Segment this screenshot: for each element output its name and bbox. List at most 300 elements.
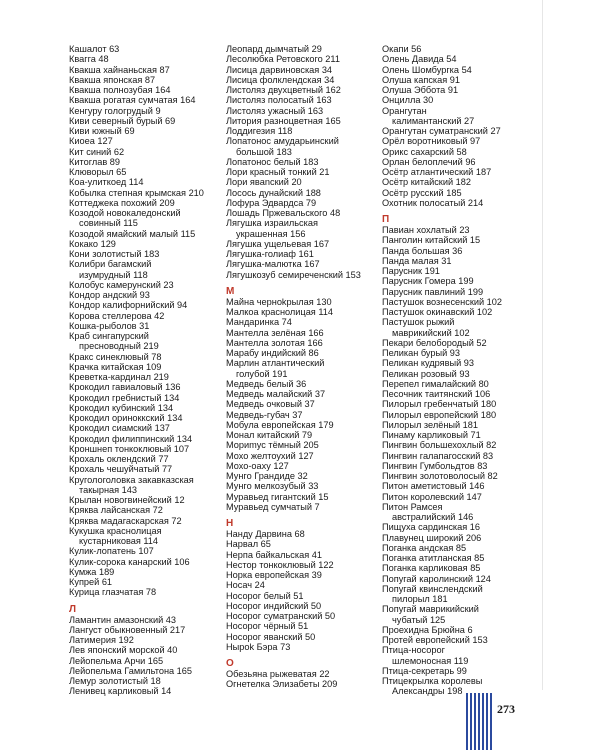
- index-entry: [226, 188, 378, 198]
- index-entry: [226, 317, 378, 327]
- index-entry: [382, 666, 542, 676]
- index-entry-text: Кони золотистый 183: [69, 249, 160, 259]
- index-entry-text: Крокодил гавиаловый 136: [69, 382, 181, 393]
- index-entry-text: Кракс синеклювый 78: [69, 351, 162, 362]
- index-entry-text: Лягушка-голиаф 161: [226, 249, 314, 259]
- index-entry: [69, 44, 219, 54]
- index-entry-continuation: такырная 143: [79, 484, 137, 495]
- index-entry: [226, 328, 378, 338]
- index-entry-text: Лягушка израильская: [226, 218, 318, 229]
- index-entry: [226, 116, 378, 126]
- index-entry-continuation: пилорыл 181: [392, 594, 448, 604]
- index-entry: [69, 188, 219, 198]
- index-entry-text: Креветка-кардинал 219: [69, 372, 169, 382]
- index-entry-text: Птица-носорог: [382, 645, 445, 656]
- index-entry-text: Проехидна Брюйна 6: [382, 624, 473, 635]
- index-entry-text: Лягушкозуб семиреченский 153: [226, 269, 361, 280]
- index-entry: [226, 54, 378, 64]
- index-entry-text: Монал китайский 79: [226, 430, 313, 440]
- index-entry: [226, 451, 378, 461]
- index-entry: [69, 382, 219, 392]
- index-entry-text: Медведь очковый 37: [226, 399, 315, 410]
- index-entry: [69, 625, 219, 635]
- index-entry: [69, 666, 219, 676]
- index-entry-continuation: голубой 191: [236, 368, 288, 379]
- index-entry: [382, 276, 542, 286]
- index-entry-text: Латимерия 192: [69, 635, 134, 645]
- index-entry: [382, 75, 542, 85]
- index-entry: [69, 136, 219, 146]
- index-entry-text: Норка европейская 39: [226, 570, 322, 580]
- index-entry-text: Нестор тонкоклювый 122: [226, 559, 334, 570]
- index-entry: [226, 420, 378, 430]
- index-entry: [69, 393, 219, 403]
- index-entry-text: Пеликан кудрявый 93: [382, 358, 475, 369]
- index-entry: [69, 65, 219, 75]
- index-entry: [382, 604, 542, 625]
- index-entry-text: Квакша хайнаньская 87: [69, 64, 170, 75]
- index-entry: [382, 188, 542, 198]
- index-entry: [382, 54, 542, 64]
- index-entry-text: Лофура Эдвардса 79: [226, 197, 317, 208]
- index-entry-text: Пищуха сардинская 16: [382, 522, 480, 533]
- index-entry-text: Носорог яванский 50: [226, 631, 316, 642]
- index-entry-text: Лошадь Пржевальского 48: [226, 208, 341, 218]
- index-entry: [382, 85, 542, 95]
- index-entry-text: Питон королевский 147: [382, 491, 482, 502]
- index-entry: [69, 229, 219, 239]
- index-entry-text: Клюворыл 65: [69, 167, 127, 177]
- index-entry: [382, 95, 542, 105]
- index-entry-text: Носорог чёрный 51: [226, 621, 309, 632]
- index-entry-text: Парусник 191: [382, 266, 440, 276]
- index-entry-text: Курица глазчатая 78: [69, 587, 157, 598]
- index-entry: [382, 420, 542, 430]
- index-entry-text: Кобылка степная крымская 210: [69, 187, 204, 198]
- index-entry: [226, 126, 378, 136]
- index-entry: [226, 85, 378, 95]
- index-entry-text: Кумжа 189: [69, 566, 115, 577]
- index-entry: [69, 362, 219, 372]
- index-entry: [69, 372, 219, 382]
- index-entry-text: Муравьед сумчатый 7: [226, 501, 320, 512]
- index-entry: [226, 259, 378, 269]
- index-entry: [226, 348, 378, 358]
- index-entry-text: Пингвин золотоволосый 82: [382, 471, 498, 481]
- index-entry-text: Лоддигезия 118: [226, 126, 293, 136]
- index-entry-text: Коттеджека похожий 209: [69, 197, 175, 208]
- index-entry-text: Протей европейский 153: [382, 635, 488, 645]
- index-entry: [382, 471, 542, 481]
- index-entry: [382, 625, 542, 635]
- index-entry: [226, 198, 378, 208]
- index-entry-text: Кряква лайсанская 72: [69, 505, 163, 516]
- index-entry-text: Носорог суматранский 50: [226, 611, 336, 621]
- index-entry-text: Песочник таитянский 106: [382, 389, 491, 399]
- index-entry-text: Орлан белоплечий 96: [382, 156, 476, 167]
- footer-stripe-decoration: [466, 693, 491, 750]
- index-entry-continuation: изумрудный 118: [79, 269, 148, 280]
- index-entry-continuation: кустарниковая 114: [79, 536, 159, 546]
- index-entry: [382, 481, 542, 491]
- index-entry: [69, 106, 219, 116]
- index-entry: [226, 580, 378, 590]
- index-entry-text: Колибри багамский: [69, 259, 152, 270]
- index-entry: [382, 563, 542, 573]
- index-entry: [226, 249, 378, 259]
- index-entry-text: Лопатонос белый 183: [226, 156, 319, 167]
- index-entry: [69, 198, 219, 208]
- index-entry: [382, 461, 542, 471]
- index-entry: [69, 475, 219, 496]
- index-entry-text: Мунго мелкозубый 33: [226, 481, 319, 492]
- index-entry: [382, 307, 542, 317]
- index-entry: [382, 256, 542, 266]
- index-entry: [382, 584, 542, 605]
- index-entry-text: Осётр атлантический 187: [382, 167, 492, 177]
- index-entry: [226, 75, 378, 85]
- index-entry-text: Краб сингапурский: [69, 331, 149, 341]
- index-entry: [382, 126, 542, 136]
- index-entry-text: Леопард дымчатый 29: [226, 44, 322, 54]
- index-entry-text: Кулик-лопатень 107: [69, 546, 154, 557]
- index-entry-text: Малкоа краснолицая 114: [226, 307, 333, 317]
- index-entry-text: Листоляз полосатый 163: [226, 95, 332, 106]
- index-entry-text: Панда большая 36: [382, 245, 463, 256]
- index-entry-text: Пекари белобородый 52: [382, 337, 487, 348]
- index-entry-text: Олень Шомбургка 54: [382, 64, 472, 75]
- index-entry-text: Медведь малайский 37: [226, 389, 326, 399]
- index-entry: [382, 266, 542, 276]
- index-entry: [226, 167, 378, 177]
- index-entry-text: Мохо желтоухий 127: [226, 450, 314, 461]
- index-entry-text: Купрей 61: [69, 577, 113, 587]
- index-entry-text: Кроншнеп тонкоклювый 107: [69, 443, 190, 454]
- index-entry: [382, 492, 542, 502]
- index-entry: [382, 317, 542, 338]
- index-entry: [69, 413, 219, 423]
- index-entry-text: Марабу индийский 86: [226, 348, 319, 358]
- index-entry: [226, 669, 378, 679]
- index-entry-text: Лемур золотистый 18: [69, 676, 161, 686]
- index-entry: [226, 297, 378, 307]
- index-entry: [69, 587, 219, 597]
- index-entry-text: Пастушок рыжий: [382, 317, 455, 328]
- index-entry: [382, 522, 542, 532]
- index-entry: [69, 615, 219, 625]
- index-entry: [226, 679, 378, 689]
- index-entry-text: Носач 24: [226, 580, 265, 591]
- index-entry-continuation: украшенная 156: [236, 228, 306, 239]
- index-entry: [69, 280, 219, 290]
- index-entry-text: Марлин атлантический: [226, 358, 325, 369]
- index-entry-text: Пилорыл гребенчатый 180: [382, 399, 497, 410]
- index-entry: [226, 471, 378, 481]
- index-entry-continuation: чубатый 125: [392, 614, 446, 625]
- index-entry-text: Кондор андский 93: [69, 290, 150, 300]
- index-entry-text: Огнетелка Элизабеты 209: [226, 679, 338, 690]
- index-entry-text: Панда малая 31: [382, 255, 452, 266]
- index-entry-text: Мандаринка 74: [226, 317, 292, 328]
- page-margin-line: [542, 0, 543, 690]
- index-entry-text: Пингвин Гумбольдтов 83: [382, 460, 488, 471]
- index-entry-text: Поганка андская 85: [382, 542, 467, 553]
- index-entry: [226, 481, 378, 491]
- index-entry-text: Пингвин галапагосский 83: [382, 450, 494, 461]
- index-entry-text: Кокако 129: [69, 238, 116, 249]
- index-entry-text: Попугай маврикийский: [382, 604, 479, 615]
- index-entry-text: Кошка-рыболов 31: [69, 320, 150, 331]
- index-entry-text: Олень Давида 54: [382, 54, 457, 65]
- index-entry: [69, 464, 219, 474]
- index-entry-text: Квакша полнозубая 164: [69, 85, 171, 95]
- index-entry: [226, 379, 378, 389]
- index-entry: [226, 529, 378, 539]
- index-entry-text: Перепел гималайский 80: [382, 378, 489, 389]
- index-entry-text: Онцилла 30: [382, 95, 434, 106]
- index-entry: [69, 676, 219, 686]
- index-entry-text: Крокодил кубинский 134: [69, 402, 174, 413]
- index-entry-text: Листоляз двухцветный 162: [226, 85, 341, 95]
- index-entry-text: Лангуст обыкновенный 217: [69, 624, 186, 635]
- index-entry-text: Козодой ямайский малый 115: [69, 228, 196, 239]
- index-entry: [69, 645, 219, 655]
- index-entry: [226, 399, 378, 409]
- index-entry-text: Нанду Дарвина 68: [226, 529, 305, 539]
- index-entry: [382, 65, 542, 75]
- index-entry-text: Мунго Грандиде 32: [226, 471, 308, 481]
- index-entry-continuation: совинный 115: [79, 218, 138, 229]
- index-entry-text: Пингвин большехохлый 82: [382, 440, 497, 451]
- index-entry-text: Нерпа байкальская 41: [226, 549, 322, 560]
- index-entry: [382, 338, 542, 348]
- index-column-2: [226, 44, 378, 690]
- index-entry-text: Осётр русский 185: [382, 187, 462, 198]
- index-entry-text: Литория разноцветная 165: [226, 115, 341, 126]
- index-entry: [226, 65, 378, 75]
- index-entry-text: Лисица фолклендская 34: [226, 74, 335, 85]
- index-entry: [226, 358, 378, 379]
- index-entry: [226, 157, 378, 167]
- index-entry-text: Нарвал 65: [226, 539, 271, 550]
- index-entry-text: Мобула европейская 179: [226, 419, 334, 430]
- index-entry: [382, 287, 542, 297]
- index-entry-text: Мориmус тёмный 205: [226, 440, 319, 451]
- index-entry-continuation: большой 183: [236, 146, 292, 157]
- index-entry: [382, 167, 542, 177]
- index-entry: [69, 54, 219, 64]
- index-entry: [226, 591, 378, 601]
- index-entry-text: Крокодил ориноккский 134: [69, 413, 183, 423]
- index-entry-text: Корова стеллерова 42: [69, 310, 165, 321]
- index-entry: [226, 502, 378, 512]
- index-entry: [69, 300, 219, 310]
- index-entry-text: Орангутан суматранский 27: [382, 126, 501, 136]
- index-entry: [226, 492, 378, 502]
- index-entry: [226, 239, 378, 249]
- index-entry: [69, 454, 219, 464]
- index-entry: [226, 208, 378, 218]
- index-entry-text: Плавунец широкий 206: [382, 532, 482, 543]
- index-entry: [69, 557, 219, 567]
- index-entry: [226, 270, 378, 280]
- index-entry: [69, 444, 219, 454]
- index-entry: [69, 403, 219, 413]
- index-entry: [226, 440, 378, 450]
- index-entry-text: Лосось дунайский 188: [226, 187, 321, 198]
- index-entry: [69, 331, 219, 352]
- index-entry: [226, 570, 378, 580]
- index-entry-continuation: калимантанский 27: [392, 115, 475, 126]
- index-entry: [69, 208, 219, 229]
- index-entry-text: Охотник полосатый 214: [382, 197, 484, 208]
- index-entry-text: Коа-улиткоед 114: [69, 177, 144, 188]
- index-entry-text: Обезьяна рыжеватая 22: [226, 669, 330, 679]
- index-entry-text: Лори красный тонкий 21: [226, 167, 330, 177]
- index-entry-text: Питон аметистовый 146: [382, 481, 485, 492]
- index-entry: [69, 290, 219, 300]
- index-entry-text: Носорог индийский 50: [226, 600, 322, 611]
- index-entry-text: Медведь-губач 37: [226, 409, 303, 420]
- index-entry: [382, 645, 542, 666]
- index-entry: [69, 577, 219, 587]
- index-entry: [69, 311, 219, 321]
- index-entry: [226, 218, 378, 239]
- index-letter-heading: П: [382, 214, 390, 225]
- index-entry: [382, 574, 542, 584]
- index-entry-text: Лягушка-малютка 167: [226, 259, 320, 270]
- index-letter-heading: М: [226, 285, 235, 297]
- index-entry-text: Лягушка ущельевая 167: [226, 238, 330, 249]
- index-entry: [69, 495, 219, 505]
- index-entry: [226, 601, 378, 611]
- index-entry-text: Кукушка краснолицая: [69, 525, 162, 536]
- index-letter-heading: О: [226, 658, 234, 669]
- index-entry: [382, 399, 542, 409]
- index-entry: [226, 560, 378, 570]
- index-entry: [226, 338, 378, 348]
- index-entry: [382, 410, 542, 420]
- index-entry-text: Пилорыл зелёный 181: [382, 419, 479, 430]
- index-letter-heading: Н: [226, 518, 234, 529]
- index-entry: [226, 621, 378, 631]
- index-entry-text: Кашалот 63: [69, 44, 120, 54]
- index-entry-text: Поганка атитланская 85: [382, 553, 485, 563]
- index-entry-text: Кенгуру гологрудый 9: [69, 105, 161, 116]
- index-entry: [69, 259, 219, 280]
- index-entry: [226, 461, 378, 471]
- index-entry: [382, 543, 542, 553]
- index-entry-text: Мантелла зелёная 166: [226, 327, 324, 338]
- index-entry-text: Попугай квинслендский: [382, 583, 483, 594]
- index-entry: [382, 451, 542, 461]
- index-entry-text: Пеликан бурый 93: [382, 348, 461, 358]
- index-entry: [226, 611, 378, 621]
- index-entry-text: Лейопельма Гамильтона 165: [69, 665, 193, 676]
- index-entry-text: Парусник Гомера 199: [382, 276, 474, 287]
- index-entry: [226, 550, 378, 560]
- index-entry-text: Олуша Эббота 91: [382, 85, 459, 95]
- index-entry-text: Лейопельма Арчи 165: [69, 655, 164, 666]
- index-entry: [226, 95, 378, 105]
- index-entry: [69, 423, 219, 433]
- index-entry: [69, 434, 219, 444]
- index-entry: [382, 440, 542, 450]
- index-entry-text: Крокодил сиамский 137: [69, 423, 170, 434]
- index-entry-text: Пастушок вознесенский 102: [382, 296, 502, 307]
- index-entry-text: Кругологоловка закавказская: [69, 474, 194, 485]
- index-entry: [69, 75, 219, 85]
- index-entry: [69, 85, 219, 95]
- index-entry: [69, 116, 219, 126]
- index-entry-text: Осётр китайский 182: [382, 177, 471, 188]
- index-entry: [226, 642, 378, 652]
- index-entry: [382, 389, 542, 399]
- index-entry-text: Крокодил филиппинский 134: [69, 433, 193, 444]
- index-entry-text: Мохо-оаху 127: [226, 460, 289, 471]
- index-entry: [382, 348, 542, 358]
- index-entry-text: Крокодил гребнистый 134: [69, 392, 180, 403]
- index-entry: [69, 147, 219, 157]
- index-entry-text: Крохаль чешуйчатый 77: [69, 464, 173, 475]
- index-entry-text: Ленивец карликовый 14: [69, 686, 172, 697]
- index-entry-text: Лопатонос амударьинский: [226, 136, 339, 147]
- index-entry: [382, 533, 542, 543]
- index-entry: [69, 686, 219, 696]
- index-entry: [69, 249, 219, 259]
- index-entry: [382, 177, 542, 187]
- index-entry-text: Лори явanский 20: [226, 177, 302, 188]
- index-entry-text: Попугай каролинский 124: [382, 573, 491, 584]
- index-entry-text: Орангутан: [382, 105, 427, 116]
- index-entry-text: Парусник павлиний 199: [382, 286, 484, 297]
- index-entry-text: Крылан новогвинейский 12: [69, 495, 185, 505]
- index-entry: [382, 246, 542, 256]
- index-entry-text: Лисица дарвиновская 34: [226, 64, 333, 75]
- index-entry: [69, 635, 219, 645]
- index-entry-text: Панголин китайский 15: [382, 235, 481, 246]
- index-entry: [382, 430, 542, 440]
- index-entry: [226, 177, 378, 187]
- index-entry-text: Майна черноkрылая 130: [226, 296, 332, 307]
- index-entry-text: Поганка карликовая 85: [382, 563, 481, 574]
- index-entry: [226, 44, 378, 54]
- index-entry-text: Кряква мадагаскарская 72: [69, 515, 182, 526]
- index-entry-text: Окапи 56: [382, 44, 422, 54]
- index-entry-text: Птицекрылка королевы: [382, 676, 483, 686]
- index-entry-continuation: шлемоносная 119: [392, 655, 469, 666]
- index-entry: [382, 157, 542, 167]
- index-entry-text: Кулик-сорока канарский 106: [69, 556, 190, 567]
- index-entry-text: Олуша капская 91: [382, 74, 461, 85]
- index-entry: [382, 369, 542, 379]
- index-entry-text: Кит синий 62: [69, 146, 125, 157]
- index-entry: [69, 516, 219, 526]
- index-entry-text: Пеликан розовый 93: [382, 368, 470, 379]
- index-entry: [69, 167, 219, 177]
- index-entry-continuation: пресноводный 219: [79, 341, 159, 352]
- index-entry: [69, 177, 219, 187]
- index-entry-text: Пилорыл европейский 180: [382, 409, 497, 420]
- index-entry-text: Орикс сахарский 58: [382, 146, 467, 157]
- index-entry: [382, 106, 542, 127]
- index-entry-text: Квагга 48: [69, 54, 109, 65]
- index-entry: [69, 352, 219, 362]
- index-entry-text: Пинаму карликовый 71: [382, 430, 481, 440]
- index-entry: [69, 157, 219, 167]
- index-entry: [382, 147, 542, 157]
- index-entry: [69, 321, 219, 331]
